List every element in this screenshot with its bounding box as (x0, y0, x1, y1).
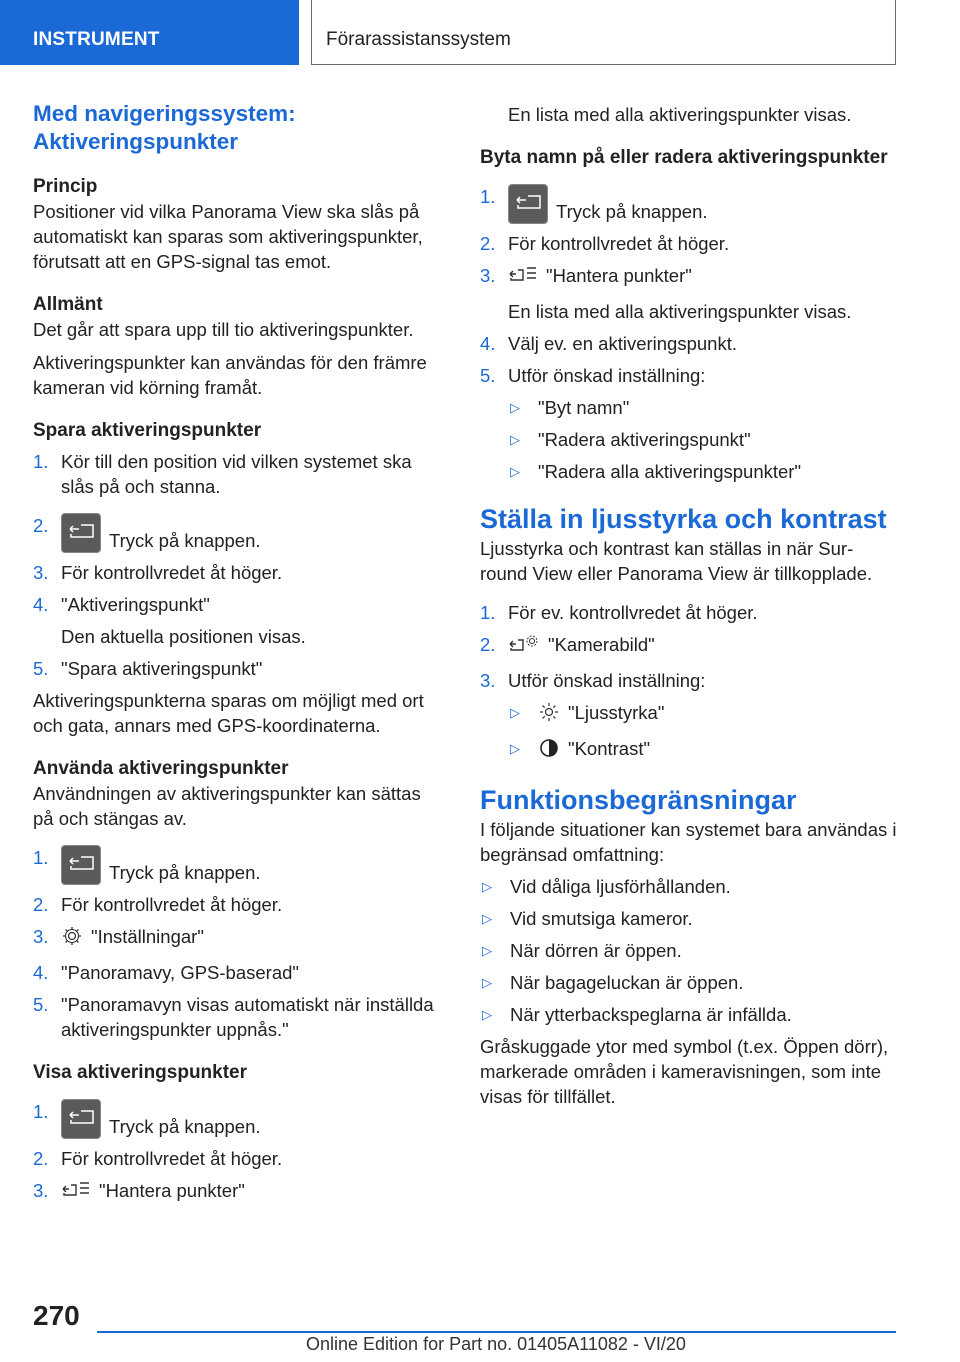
page-number: 270 (33, 1300, 80, 1331)
list-item: 1. Kör till den position vid vilken systemet ska slås på och stanna. (33, 451, 412, 497)
list-item: 2. För kontrollvredet åt höger. (33, 1148, 283, 1169)
right-column (480, 102, 898, 1109)
list-item: 2. För kontrollvredet åt höger. (480, 233, 730, 254)
byta-steps (480, 184, 898, 484)
list-item: ▷ När bagageluckan är öppen. (482, 972, 744, 993)
list-item: 5. "Panoramavyn visas automatiskt när inställda aktiveringspunkter uppnås." (33, 994, 434, 1040)
triangle-bullet-icon: ▷ (510, 464, 520, 479)
list-item: 3. "Inställningar" (33, 924, 443, 953)
list-item: 3. "Hantera punkter" En lista med alla aktiveringspunkter visas. (480, 265, 852, 322)
princip-text: Positioner vid vilka Panorama View ska slås på automatiskt kan sparas som aktiveringspunkter, förutsatt att en GPS-signal tas emot. (33, 201, 423, 272)
chapter-title: Förarassistanssystem (326, 29, 511, 50)
list-item: 3. Utför önskad inställning: ▷ "Ljusstyrka" ▷ "Kontrast" (480, 668, 898, 765)
section-title: INSTRUMENT (33, 29, 160, 50)
brightness-icon (538, 701, 560, 729)
list-item: 2. För kontrollvredet åt höger. (33, 894, 283, 915)
ljus-text: Ljusstyrka och kontrast kan ställas in när Sur-round View eller Panorama View är tillkopplade. (480, 538, 873, 584)
camera-button-icon (61, 845, 101, 885)
funk-text: I följande situationer kan systemet bara användas i begränsad omfattning: (480, 819, 897, 865)
list-item: 1. För ev. kontrollvredet åt höger. (480, 602, 758, 623)
list-item: 3. För kontrollvredet åt höger. (33, 562, 283, 583)
list-item: 5. Utför önskad inställning: ▷ "Byt namn" ▷ "Radera aktiveringspunkt" ▷ "Radera alla aktiveringspunkter" (480, 363, 898, 484)
list-item: 1. Tryck på knappen. (480, 186, 708, 222)
triangle-bullet-icon: ▷ (482, 1007, 492, 1022)
list-item: ▷ "Byt namn" (510, 397, 630, 418)
anvanda-text: Användningen av aktiveringspunkter kan sättas på och stängas av. (33, 783, 421, 829)
list-item: 2. Tryck på knappen. (33, 515, 261, 551)
triangle-bullet-icon: ▷ (482, 911, 492, 926)
footer-divider (97, 1331, 896, 1333)
chapter-tab (311, 0, 896, 65)
triangle-bullet-icon: ▷ (510, 705, 520, 720)
list-item: 5. "Spara aktiveringspunkt" (33, 658, 263, 679)
contrast-icon (538, 737, 560, 765)
list-item: ▷ "Ljusstyrka" (508, 700, 898, 729)
list-item: ▷ "Radera aktiveringspunkt" (510, 429, 751, 450)
list-item: 4. "Aktiveringspunkt" Den aktuella positionen visas. (33, 594, 306, 647)
heading-anvanda: Använda aktiveringspunkter (33, 758, 289, 779)
visa-continued: En lista med alla aktiveringspunkter visas. (508, 104, 852, 125)
list-item: 4. Välj ev. en aktiveringspunkt. (480, 333, 737, 354)
heading-allmant: Allmänt (33, 294, 103, 315)
section-tab (0, 0, 299, 65)
page-title: Med navigeringssystem: Aktiveringspunkter (33, 101, 296, 154)
left-column (33, 100, 443, 1214)
camera-button-icon (61, 513, 101, 553)
spara-after: Aktiveringspunkterna sparas om möjligt med ort och gata, annars med GPS-koordinaterna. (33, 690, 424, 736)
list-item: ▷ Vid dåliga ljusförhållanden. (482, 876, 731, 897)
heading-princip: Princip (33, 176, 98, 197)
list-item: ▷ När dörren är öppen. (482, 940, 682, 961)
spara-steps (33, 449, 443, 681)
triangle-bullet-icon: ▷ (510, 432, 520, 447)
camera-settings-icon (508, 633, 540, 661)
list-item: 2. "Kamerabild" (480, 632, 898, 661)
triangle-bullet-icon: ▷ (482, 943, 492, 958)
manage-points-icon (61, 1179, 91, 1207)
triangle-bullet-icon: ▷ (510, 741, 520, 756)
list-item: ▷ "Radera alla aktiveringspunkter" (510, 461, 802, 482)
funk-list (480, 874, 898, 1027)
funk-after: Gråskuggade ytor med symbol (t.ex. Öppen dörr), markerade områden i kameravisningen, som inte visas för tillfället. (480, 1036, 889, 1107)
footer-edition: Online Edition for Part no. 01405A11082 - VI/20 (306, 1334, 686, 1354)
list-item: 3. "Hantera punkter" (33, 1178, 443, 1207)
ljus-steps (480, 600, 898, 765)
heading-byta: Byta namn på eller radera aktiveringspunkter (480, 147, 888, 168)
list-item: ▷ När ytterbackspeglarna är infällda. (482, 1004, 792, 1025)
triangle-bullet-icon: ▷ (482, 879, 492, 894)
triangle-bullet-icon: ▷ (482, 975, 492, 990)
triangle-bullet-icon: ▷ (510, 400, 520, 415)
byta-options (508, 395, 898, 484)
heading-ljus: Ställa in ljusstyrka och kontrast (480, 504, 887, 534)
list-item: ▷ "Kontrast" (508, 736, 898, 765)
allmant-text-2: Aktiveringspunkter kan användas för den främre kameran vid körning framåt. (33, 352, 427, 398)
list-item: 1. Tryck på knappen. (33, 847, 261, 883)
list-item: 4. "Panoramavy, GPS-baserad" (33, 962, 299, 983)
list-item: ▷ Vid smutsiga kameror. (482, 908, 693, 929)
allmant-text-1: Det går att spara upp till tio aktiveringspunkter. (33, 319, 414, 340)
anvanda-steps (33, 845, 443, 1042)
camera-button-icon (508, 184, 548, 224)
visa-steps (33, 1099, 443, 1207)
heading-spara: Spara aktiveringspunkter (33, 420, 262, 441)
ljus-options (508, 700, 898, 765)
list-item: 1. Tryck på knappen. (33, 1101, 261, 1137)
heading-visa: Visa aktiveringspunkter (33, 1062, 248, 1083)
manage-points-icon (508, 264, 538, 292)
camera-button-icon (61, 1099, 101, 1139)
gear-icon (61, 925, 83, 953)
heading-funk: Funktionsbegränsningar (480, 785, 797, 815)
